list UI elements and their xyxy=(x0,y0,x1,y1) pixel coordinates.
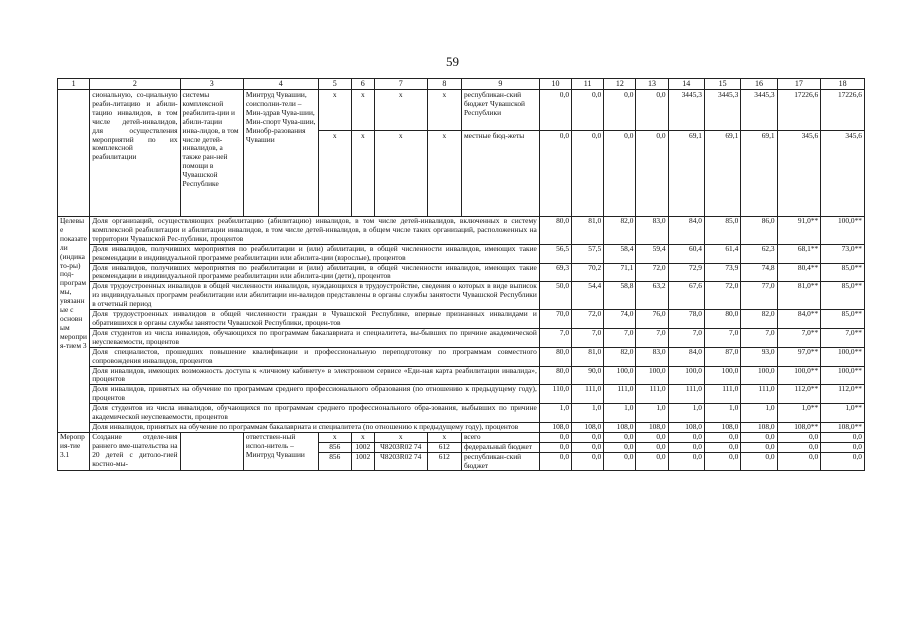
indicator-row xyxy=(58,347,865,366)
year-value: 108,0 xyxy=(741,422,777,432)
column-number: 15 xyxy=(704,79,740,90)
grbs-code: 856 xyxy=(318,442,351,452)
column-number: 13 xyxy=(636,79,668,90)
year-value: 7,0** xyxy=(821,328,865,347)
funding-row xyxy=(58,432,865,442)
year-value: 108,0** xyxy=(777,422,821,432)
indicator-text: Доля студентов из числа инвалидов, обучающихся по программам среднего профессионального обра-зования, выбывших по причине академической неуспеваемости, процентов xyxy=(90,404,540,423)
expense-type-code: 612 xyxy=(427,442,461,452)
expense-type-code: 612 xyxy=(427,452,461,471)
year-value: 0,0 xyxy=(777,432,821,442)
year-value: 85,0 xyxy=(704,217,740,245)
year-value: 0,0 xyxy=(539,90,571,131)
indicator-row xyxy=(58,328,865,347)
year-value: 1,0 xyxy=(604,404,636,423)
year-value: 108,0 xyxy=(539,422,571,432)
indicator-row xyxy=(58,310,865,329)
funding-source: местные бюд-жеты xyxy=(461,131,539,217)
year-value: 0,0 xyxy=(741,442,777,452)
year-value: 7,0 xyxy=(539,328,571,347)
column-number: 9 xyxy=(461,79,539,90)
indicator-text: Доля трудоустроенных инвалидов в общей численности граждан в Чувашской Республике, впервые признанных инвалидами и обратившихся в органы службы занятости Чувашской Республики, процен-тов xyxy=(90,310,540,329)
year-value: 110,0 xyxy=(539,385,571,404)
year-value: 0,0 xyxy=(821,442,865,452)
year-value: 60,4 xyxy=(668,244,704,263)
target-article-code: x xyxy=(374,90,427,131)
section-code: x xyxy=(351,90,374,131)
year-value: 80,0 xyxy=(539,347,571,366)
indicator-text: Доля инвалидов, принятых на обучение по программам среднего профессионального образования (по отношению к предыдущему году), процентов xyxy=(90,385,540,404)
year-value: 0,0 xyxy=(741,432,777,442)
year-value: 87,0 xyxy=(704,347,740,366)
year-value: 1,0** xyxy=(777,404,821,423)
year-value: 85,0** xyxy=(821,263,865,282)
indicator-text: Доля организаций, осуществляющих реабилитацию (абилитацию) инвалидов, в том числе детей-инвалидов, включенных в систему комплексной реабилитации и абилитации инвалидов, в том числе детей-инвалидов, в общем числе таких организаций, расположенных на территории Чувашской Рес-публики, процентов xyxy=(90,217,540,245)
grbs-code: 856 xyxy=(318,452,351,471)
year-value: 80,0 xyxy=(539,217,571,245)
column-number: 18 xyxy=(821,79,865,90)
year-value: 1,0 xyxy=(668,404,704,423)
year-value: 85,0** xyxy=(821,282,865,310)
year-value: 100,0 xyxy=(741,366,777,385)
indicator-text: Доля специалистов, прошедших повышение квалификации и профессиональную переподготовку по программам совместного сопровождения инвалидов, процентов xyxy=(90,347,540,366)
column-number: 14 xyxy=(668,79,704,90)
year-value: 77,0 xyxy=(741,282,777,310)
year-value: 0,0 xyxy=(704,432,740,442)
year-value: 0,0 xyxy=(704,452,740,471)
year-value: 82,0 xyxy=(741,310,777,329)
year-value: 108,0 xyxy=(668,422,704,432)
year-value: 1,0 xyxy=(572,404,604,423)
year-value: 84,0** xyxy=(777,310,821,329)
grbs-code: x xyxy=(318,432,351,442)
year-value: 3445,3 xyxy=(704,90,740,131)
column-number: 12 xyxy=(604,79,636,90)
year-value: 100,0** xyxy=(821,347,865,366)
table-body xyxy=(58,79,865,471)
year-value: 81,0 xyxy=(572,347,604,366)
column-number: 1 xyxy=(58,79,90,90)
year-value: 69,3 xyxy=(539,263,571,282)
executor-cell: ответствен-ный испол-нитель – Минтруд Чувашии xyxy=(243,432,318,471)
year-value: 82,0 xyxy=(604,347,636,366)
year-value: 0,0 xyxy=(777,442,821,452)
year-value: 78,0 xyxy=(668,310,704,329)
column-number: 8 xyxy=(427,79,461,90)
year-value: 100,0 xyxy=(668,366,704,385)
year-value: 0,0 xyxy=(572,452,604,471)
year-value: 3445,3 xyxy=(668,90,704,131)
year-value: 56,5 xyxy=(539,244,571,263)
section-code: x xyxy=(351,131,374,217)
column-number: 4 xyxy=(243,79,318,90)
target-article-code: Ч8203R02 74 xyxy=(374,442,427,452)
year-value: 81,0 xyxy=(572,217,604,245)
indicator-text: Доля инвалидов, имеющих возможность доступа к «личному кабинету» в электронном сервисе «Еди-ная карта реабилитации инвалида», процентов xyxy=(90,366,540,385)
year-value: 0,0 xyxy=(636,90,668,131)
column-number: 10 xyxy=(539,79,571,90)
program-table xyxy=(57,78,865,471)
column-number: 7 xyxy=(374,79,427,90)
indicator-text: Доля студентов из числа инвалидов, обучающихся по программам бакалавриата и специалитета, вы-бывших по причине академической неуспеваемости, процентов xyxy=(90,328,540,347)
funding-source: республикан-ский бюджет Чувашской Республики xyxy=(461,90,539,131)
year-value: 58,8 xyxy=(604,282,636,310)
column-number: 5 xyxy=(318,79,351,90)
measure-label: Мероприя-тие 3.1 xyxy=(58,432,90,471)
year-value: 72,0 xyxy=(636,263,668,282)
year-value: 62,3 xyxy=(741,244,777,263)
year-value: 76,0 xyxy=(636,310,668,329)
year-value: 0,0 xyxy=(636,452,668,471)
year-value: 58,4 xyxy=(604,244,636,263)
indicator-row xyxy=(58,244,865,263)
year-value: 108,0 xyxy=(572,422,604,432)
year-value: 57,5 xyxy=(572,244,604,263)
year-value: 83,0 xyxy=(636,217,668,245)
year-value: 72,9 xyxy=(668,263,704,282)
column-number: 11 xyxy=(572,79,604,90)
expense-type-code: x xyxy=(427,90,461,131)
indicator-text: Доля инвалидов, принятых на обучение по программам бакалавриата и специалитета (по отношению к предыдущему году), процентов xyxy=(90,422,540,432)
year-value: 59,4 xyxy=(636,244,668,263)
indicator-row xyxy=(58,282,865,310)
grbs-code: x xyxy=(318,90,351,131)
year-value: 0,0 xyxy=(636,442,668,452)
page-number: 59 xyxy=(446,54,459,69)
indicator-row xyxy=(58,422,865,432)
year-value: 7,0** xyxy=(777,328,821,347)
indicator-text: Доля трудоустроенных инвалидов в общей численности инвалидов, нуждающихся в трудоустройстве, сведения о которых в виде выписок из индивидуальных программ реабилитации или абилитации ин-валидов представлены в органы службы занятости Чувашской Республики в отчетный период xyxy=(90,282,540,310)
row-label-empty xyxy=(58,90,90,217)
year-value: 85,0** xyxy=(821,310,865,329)
year-value: 1,0 xyxy=(741,404,777,423)
year-value: 0,0 xyxy=(572,90,604,131)
year-value: 84,0 xyxy=(668,217,704,245)
year-value: 0,0 xyxy=(704,442,740,452)
expense-type-code: x xyxy=(427,432,461,442)
year-value: 80,0 xyxy=(704,310,740,329)
year-value: 69,1 xyxy=(704,131,740,217)
section-code: 1002 xyxy=(351,452,374,471)
year-value: 345,6 xyxy=(777,131,821,217)
executor-cell: Минтруд Чувашии, соисполни-тели – Мин-здрав Чува-шии, Мин-спорт Чува-шии, Минобр-разования Чувашии xyxy=(243,90,318,217)
year-value: 74,0 xyxy=(604,310,636,329)
year-value: 100,0 xyxy=(704,366,740,385)
year-value: 7,0 xyxy=(741,328,777,347)
year-value: 0,0 xyxy=(636,131,668,217)
column-number: 16 xyxy=(741,79,777,90)
year-value: 80,4** xyxy=(777,263,821,282)
year-value: 111,0 xyxy=(604,385,636,404)
year-value: 17226,6 xyxy=(777,90,821,131)
column-number: 17 xyxy=(777,79,821,90)
year-value: 70,0 xyxy=(539,310,571,329)
column-number: 3 xyxy=(180,79,243,90)
year-value: 0,0 xyxy=(604,452,636,471)
year-value: 0,0 xyxy=(604,90,636,131)
year-value: 61,4 xyxy=(704,244,740,263)
column-number: 6 xyxy=(351,79,374,90)
year-value: 100,0** xyxy=(821,217,865,245)
year-value: 69,1 xyxy=(741,131,777,217)
measure-description: сиональную, со-циальную реаби-литацию и абили-тацию инвалидов, в том числе детей-инвалидов, для осуществления мероприятий по их комплексной реабилитации xyxy=(90,90,180,217)
year-value: 0,0 xyxy=(777,452,821,471)
column-number: 2 xyxy=(90,79,180,90)
year-value: 80,0 xyxy=(539,366,571,385)
year-value: 0,0 xyxy=(539,131,571,217)
year-value: 72,0 xyxy=(704,282,740,310)
target-article-code: x xyxy=(374,432,427,442)
target-article-code: Ч8203R02 74 xyxy=(374,452,427,471)
year-value: 50,0 xyxy=(539,282,571,310)
year-value: 108,0 xyxy=(604,422,636,432)
year-value: 86,0 xyxy=(741,217,777,245)
expense-type-code: x xyxy=(427,131,461,217)
indicator-row xyxy=(58,404,865,423)
year-value: 67,6 xyxy=(668,282,704,310)
indicator-text: Доля инвалидов, получивших мероприятия по реабилитации и (или) абилитации, в общей численности инвалидов, имеющих такие рекомендации в индивидуальной программе реабилитации или абилита-ции (взрослые), процентов xyxy=(90,244,540,263)
year-value: 69,1 xyxy=(668,131,704,217)
year-value: 63,2 xyxy=(636,282,668,310)
year-value: 54,4 xyxy=(572,282,604,310)
indicator-row xyxy=(58,385,865,404)
year-value: 81,0** xyxy=(777,282,821,310)
section-code: x xyxy=(351,432,374,442)
year-value: 0,0 xyxy=(572,442,604,452)
year-value: 0,0 xyxy=(539,442,571,452)
year-value: 112,0** xyxy=(821,385,865,404)
year-value: 111,0 xyxy=(636,385,668,404)
year-value: 68,1** xyxy=(777,244,821,263)
year-value: 100,0 xyxy=(604,366,636,385)
year-value: 0,0 xyxy=(668,452,704,471)
year-value: 72,0 xyxy=(572,310,604,329)
year-value: 1,0 xyxy=(704,404,740,423)
year-value: 0,0 xyxy=(539,452,571,471)
year-value: 7,0 xyxy=(572,328,604,347)
measure-goal xyxy=(180,432,243,471)
year-value: 111,0 xyxy=(704,385,740,404)
target-article-code: x xyxy=(374,131,427,217)
year-value: 73,0** xyxy=(821,244,865,263)
year-value: 108,0 xyxy=(636,422,668,432)
year-value: 1,0 xyxy=(636,404,668,423)
year-value: 0,0 xyxy=(539,432,571,442)
year-value: 84,0 xyxy=(668,347,704,366)
year-value: 93,0 xyxy=(741,347,777,366)
year-value: 108,0** xyxy=(821,422,865,432)
indicator-row xyxy=(58,263,865,282)
year-value: 0,0 xyxy=(572,432,604,442)
year-value: 97,0** xyxy=(777,347,821,366)
year-value: 73,9 xyxy=(704,263,740,282)
year-value: 82,0 xyxy=(604,217,636,245)
year-value: 1,0 xyxy=(539,404,571,423)
year-value: 0,0 xyxy=(572,131,604,217)
year-value: 0,0 xyxy=(604,432,636,442)
funding-source: всего xyxy=(461,432,539,442)
year-value: 83,0 xyxy=(636,347,668,366)
indicator-row xyxy=(58,217,865,245)
indicators-label: Целевые показатели (индикато-ры) под-программы, увязанные с основным мероприя-тием 3 xyxy=(58,217,90,433)
year-value: 108,0 xyxy=(704,422,740,432)
year-value: 100,0** xyxy=(777,366,821,385)
year-value: 74,8 xyxy=(741,263,777,282)
section-code: 1002 xyxy=(351,442,374,452)
grbs-code: x xyxy=(318,131,351,217)
year-value: 17226,6 xyxy=(821,90,865,131)
funding-source: федеральный бюджет xyxy=(461,442,539,452)
year-value: 111,0 xyxy=(668,385,704,404)
year-value: 1,0** xyxy=(821,404,865,423)
year-value: 0,0 xyxy=(636,432,668,442)
year-value: 71,1 xyxy=(604,263,636,282)
year-value: 0,0 xyxy=(741,452,777,471)
year-value: 100,0** xyxy=(821,366,865,385)
indicator-row xyxy=(58,366,865,385)
year-value: 345,6 xyxy=(821,131,865,217)
year-value: 7,0 xyxy=(704,328,740,347)
year-value: 70,2 xyxy=(572,263,604,282)
year-value: 0,0 xyxy=(604,442,636,452)
year-value: 7,0 xyxy=(668,328,704,347)
measure-description: Создание отделе-ния раннего вме-шательства на 20 детей с дитоло-гией костно-мы- xyxy=(90,432,180,471)
year-value: 7,0 xyxy=(604,328,636,347)
year-value: 0,0 xyxy=(604,131,636,217)
year-value: 0,0 xyxy=(668,432,704,442)
funding-source: республикан-ский бюджет xyxy=(461,452,539,471)
column-number-row xyxy=(58,79,865,90)
year-value: 0,0 xyxy=(668,442,704,452)
year-value: 111,0 xyxy=(741,385,777,404)
year-value: 111,0 xyxy=(572,385,604,404)
year-value: 90,0 xyxy=(572,366,604,385)
funding-row xyxy=(58,90,865,131)
year-value: 0,0 xyxy=(821,432,865,442)
year-value: 7,0 xyxy=(636,328,668,347)
indicator-text: Доля инвалидов, получивших мероприятия по реабилитации и (или) абилитации, в общей численности инвалидов, имеющих такие рекомендации в индивидуальной программе реабилитации или абилита-ции (дети), процентов xyxy=(90,263,540,282)
measure-goal: системы комплексной реабилита-ции и абили-тации инва-лидов, в том числе детей-инвалидов, а также ран-ней помощи в Чувашской Республике xyxy=(180,90,243,217)
year-value: 0,0 xyxy=(821,452,865,471)
year-value: 91,0** xyxy=(777,217,821,245)
year-value: 3445,3 xyxy=(741,90,777,131)
year-value: 100,0 xyxy=(636,366,668,385)
year-value: 112,0** xyxy=(777,385,821,404)
